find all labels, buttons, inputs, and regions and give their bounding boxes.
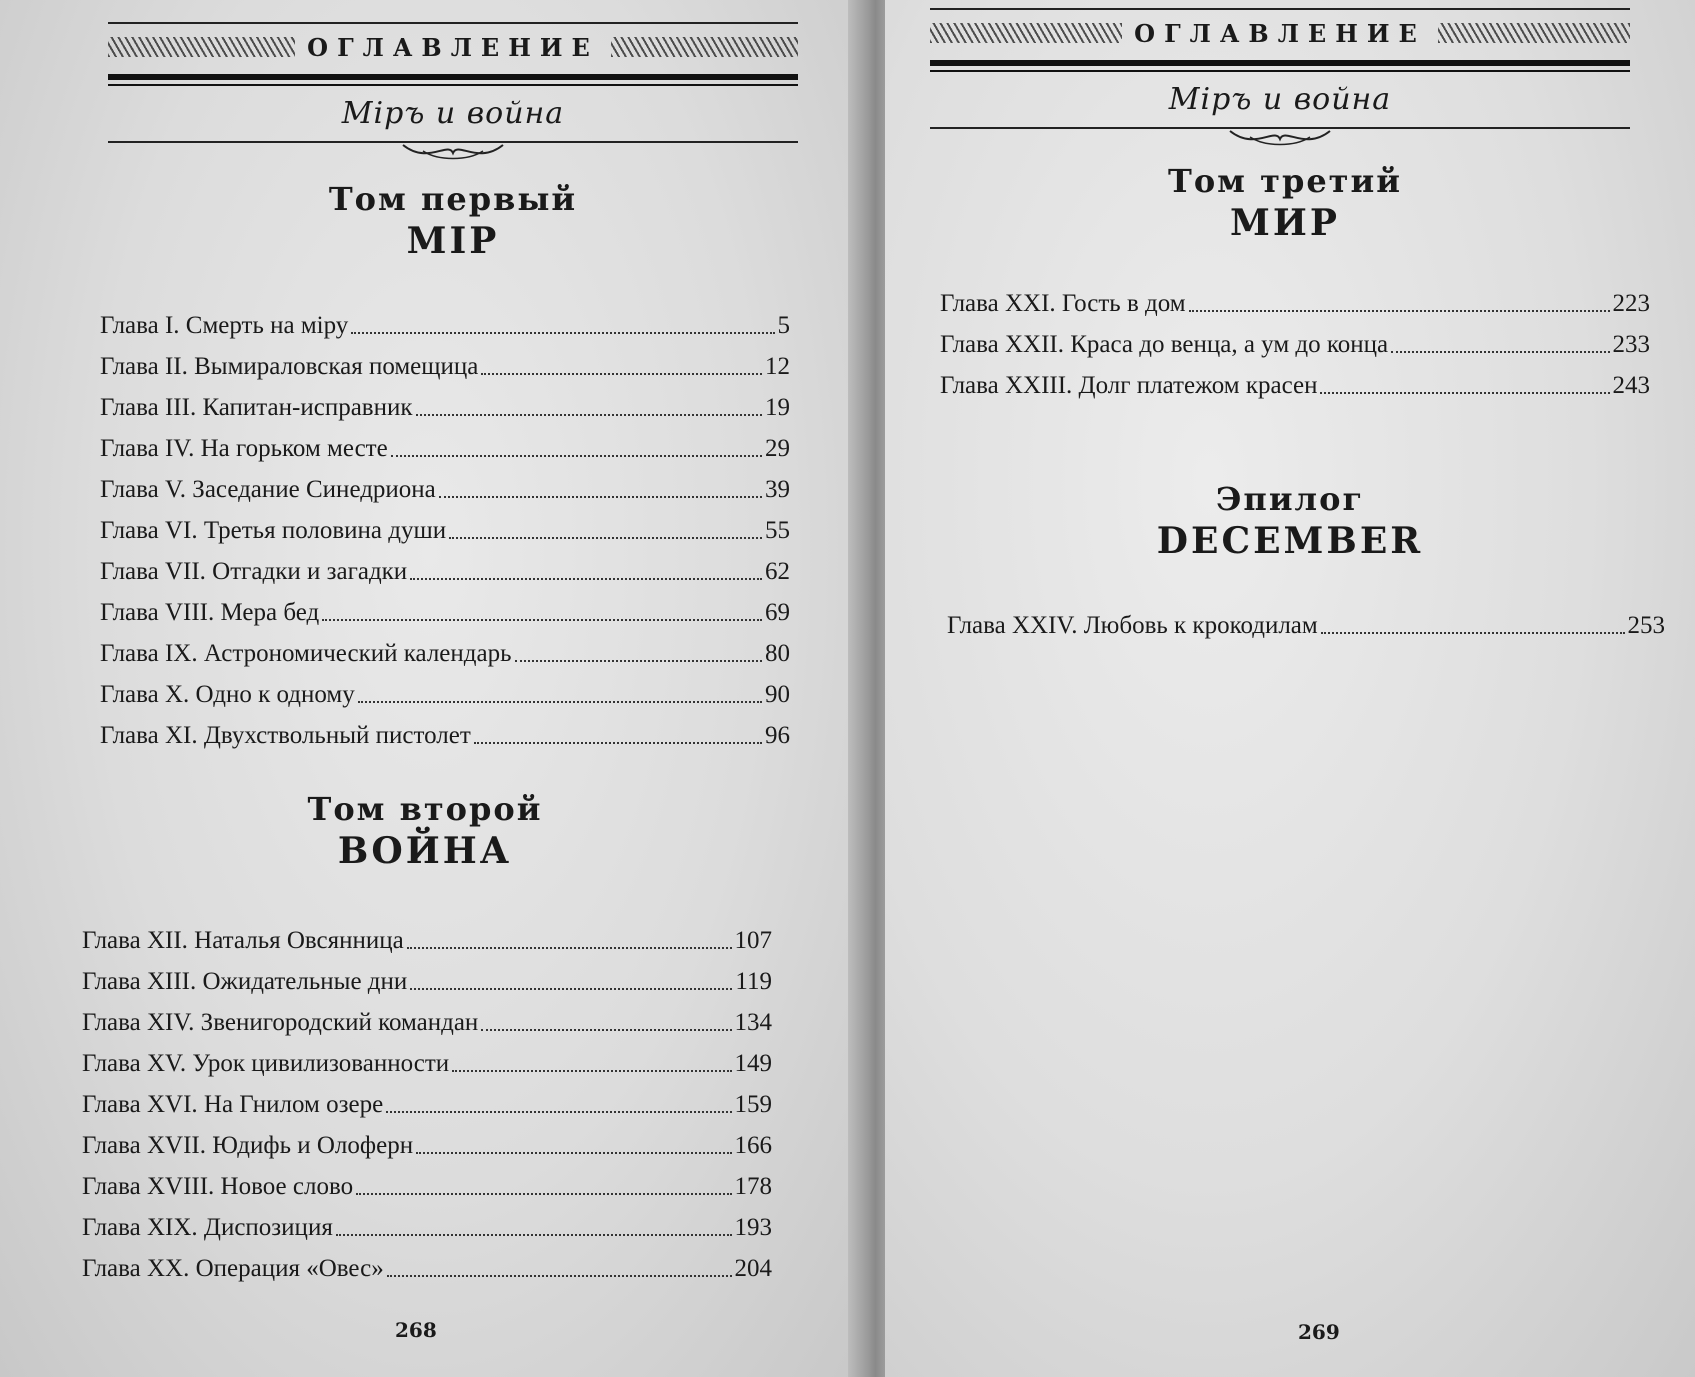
flourish-icon <box>393 139 513 165</box>
toc-entry[interactable] <box>940 319 1650 360</box>
entry-label: Глава XII. Наталья Овсянница <box>82 927 404 954</box>
leader-dots <box>410 988 732 990</box>
hatch-ornament <box>1438 23 1630 43</box>
leader-dots <box>481 373 762 375</box>
toc-list <box>100 300 790 751</box>
entry-label: Глава V. Заседание Синедриона <box>100 476 436 503</box>
leader-dots <box>356 1193 731 1195</box>
book-title: Міръ и война <box>1168 82 1392 117</box>
leader-dots <box>1189 310 1610 312</box>
entry-label: Глава VII. Отгадки и загадки <box>100 558 408 585</box>
entry-page: 107 <box>734 927 772 954</box>
page-number: 269 <box>1298 1320 1340 1344</box>
leader-dots <box>1320 392 1609 394</box>
entry-page: 12 <box>765 353 790 380</box>
toc-entry[interactable] <box>940 360 1650 401</box>
entry-label: Глава XVII. Юдифь и Олоферн <box>82 1132 414 1159</box>
toc-entry[interactable] <box>82 1120 772 1161</box>
entry-label: Глава XXII. Краса до венца, а ум до конца <box>940 331 1389 358</box>
right-header <box>930 8 1630 151</box>
toc-list <box>947 600 1665 641</box>
header-rule-thin <box>930 70 1630 72</box>
volume-name: МИР <box>1230 202 1340 244</box>
entry-page: 62 <box>765 558 790 585</box>
volume-heading <box>935 162 1635 244</box>
left-header <box>108 22 798 165</box>
leader-dots <box>391 455 762 457</box>
entry-label: Глава XVI. На Гнилом озере <box>82 1091 384 1118</box>
volume-label: Том первый <box>328 180 578 218</box>
right-page <box>885 0 1695 1377</box>
toc-list <box>82 915 772 1284</box>
leader-dots <box>410 578 762 580</box>
toc-entry[interactable] <box>100 505 790 546</box>
toc-entry[interactable] <box>940 278 1650 319</box>
entry-label: Глава VI. Третья половина души <box>100 517 447 544</box>
toc-entry[interactable] <box>82 1202 772 1243</box>
toc-entry[interactable] <box>100 464 790 505</box>
leader-dots <box>452 1070 731 1072</box>
toc-entry[interactable] <box>100 710 790 751</box>
toc-entry[interactable] <box>100 341 790 382</box>
entry-label: Глава X. Одно к одному <box>100 681 355 708</box>
entry-label: Глава IX. Астрономический календарь <box>100 640 512 667</box>
entry-page: 69 <box>765 599 790 626</box>
entry-page: 29 <box>765 435 790 462</box>
entry-page: 134 <box>734 1009 772 1036</box>
entry-page: 159 <box>734 1091 772 1118</box>
volume-label: Том второй <box>307 790 543 828</box>
entry-label: Глава XXIV. Любовь к крокодилам <box>947 612 1318 639</box>
entry-label: Глава IV. На горьком месте <box>100 435 388 462</box>
entry-page: 193 <box>734 1214 772 1241</box>
leader-dots <box>1391 351 1609 353</box>
entry-page: 178 <box>734 1173 772 1200</box>
volume-name: МІР <box>406 220 500 262</box>
entry-label: Глава XIX. Диспозиция <box>82 1214 333 1241</box>
toc-entry[interactable] <box>82 1079 772 1120</box>
leader-dots <box>387 1275 732 1277</box>
book-title: Міръ и война <box>341 96 565 131</box>
entry-label: Глава XV. Урок цивилизованности <box>82 1050 450 1077</box>
leader-dots <box>439 496 762 498</box>
header-rule <box>930 8 1630 10</box>
entry-label: Глава XI. Двухствольный пистолет <box>100 722 471 749</box>
entry-label: Глава XIV. Звенигородский командан <box>82 1009 479 1036</box>
entry-label: Глава XVIII. Новое слово <box>82 1173 354 1200</box>
toc-entry[interactable] <box>100 423 790 464</box>
leader-dots <box>449 537 762 539</box>
toc-entry[interactable] <box>100 669 790 710</box>
header-rule-thin <box>108 84 798 86</box>
entry-page: 55 <box>765 517 790 544</box>
toc-entry[interactable] <box>82 956 772 997</box>
hatch-ornament <box>930 23 1122 43</box>
entry-page: 253 <box>1627 612 1665 639</box>
toc-entry[interactable] <box>100 587 790 628</box>
toc-entry[interactable] <box>82 915 772 956</box>
flourish-icon <box>1220 125 1340 151</box>
leader-dots <box>416 414 763 416</box>
entry-page: 166 <box>734 1132 772 1159</box>
page-number: 268 <box>395 1318 437 1342</box>
volume-label: Эпилог <box>1215 480 1365 518</box>
entry-label: Глава XXIII. Долг платежом красен <box>940 372 1318 399</box>
leader-dots <box>515 660 763 662</box>
entry-page: 223 <box>1612 290 1650 317</box>
toc-entry[interactable] <box>100 300 790 341</box>
hatch-ornament <box>108 37 295 57</box>
entry-page: 19 <box>765 394 790 421</box>
entry-label: Глава VIII. Мера бед <box>100 599 320 626</box>
toc-entry[interactable] <box>947 600 1665 641</box>
entry-label: Глава III. Капитан-исправник <box>100 394 413 421</box>
leader-dots <box>416 1152 731 1154</box>
toc-entry[interactable] <box>82 1038 772 1079</box>
toc-entry[interactable] <box>82 1243 772 1284</box>
entry-label: Глава I. Смерть на міру <box>100 312 349 339</box>
entry-label: Глава XX. Операция «Овес» <box>82 1255 384 1282</box>
volume-name: ВОЙНА <box>337 830 513 872</box>
header-title: ОГЛАВЛЕНИЕ <box>307 32 599 62</box>
leader-dots <box>351 332 774 334</box>
entry-page: 96 <box>765 722 790 749</box>
toc-entry[interactable] <box>82 1161 772 1202</box>
entry-page: 5 <box>777 312 790 339</box>
entry-page: 39 <box>765 476 790 503</box>
volume-label: Том третий <box>1168 162 1402 200</box>
volume-heading <box>80 790 770 872</box>
entry-label: Глава XIII. Ожидательные дни <box>82 968 408 995</box>
leader-dots <box>474 742 762 744</box>
toc-list <box>940 278 1650 401</box>
leader-dots <box>386 1111 731 1113</box>
leader-dots <box>322 619 762 621</box>
entry-page: 204 <box>734 1255 772 1282</box>
leader-dots <box>407 947 732 949</box>
entry-page: 149 <box>734 1050 772 1077</box>
entry-page: 243 <box>1612 372 1650 399</box>
volume-name: DECEMBER <box>1156 520 1424 562</box>
epilogue-heading <box>935 480 1645 562</box>
entry-page: 90 <box>765 681 790 708</box>
toc-entry[interactable] <box>100 382 790 423</box>
volume-heading <box>108 180 798 262</box>
entry-label: Глава XXI. Гость в дом <box>940 290 1186 317</box>
header-title: ОГЛАВЛЕНИЕ <box>1134 18 1426 48</box>
header-rule <box>108 22 798 24</box>
leader-dots <box>336 1234 732 1236</box>
entry-page: 233 <box>1612 331 1650 358</box>
leader-dots <box>358 701 762 703</box>
toc-entry[interactable] <box>100 628 790 669</box>
entry-page: 80 <box>765 640 790 667</box>
header-rule-thick <box>108 74 798 80</box>
toc-entry[interactable] <box>100 546 790 587</box>
entry-label: Глава II. Вымираловская помещица <box>100 353 479 380</box>
hatch-ornament <box>611 37 798 57</box>
toc-entry[interactable] <box>82 997 772 1038</box>
header-rule-thick <box>930 60 1630 66</box>
leader-dots <box>481 1029 731 1031</box>
entry-page: 119 <box>735 968 772 995</box>
leader-dots <box>1321 632 1625 634</box>
